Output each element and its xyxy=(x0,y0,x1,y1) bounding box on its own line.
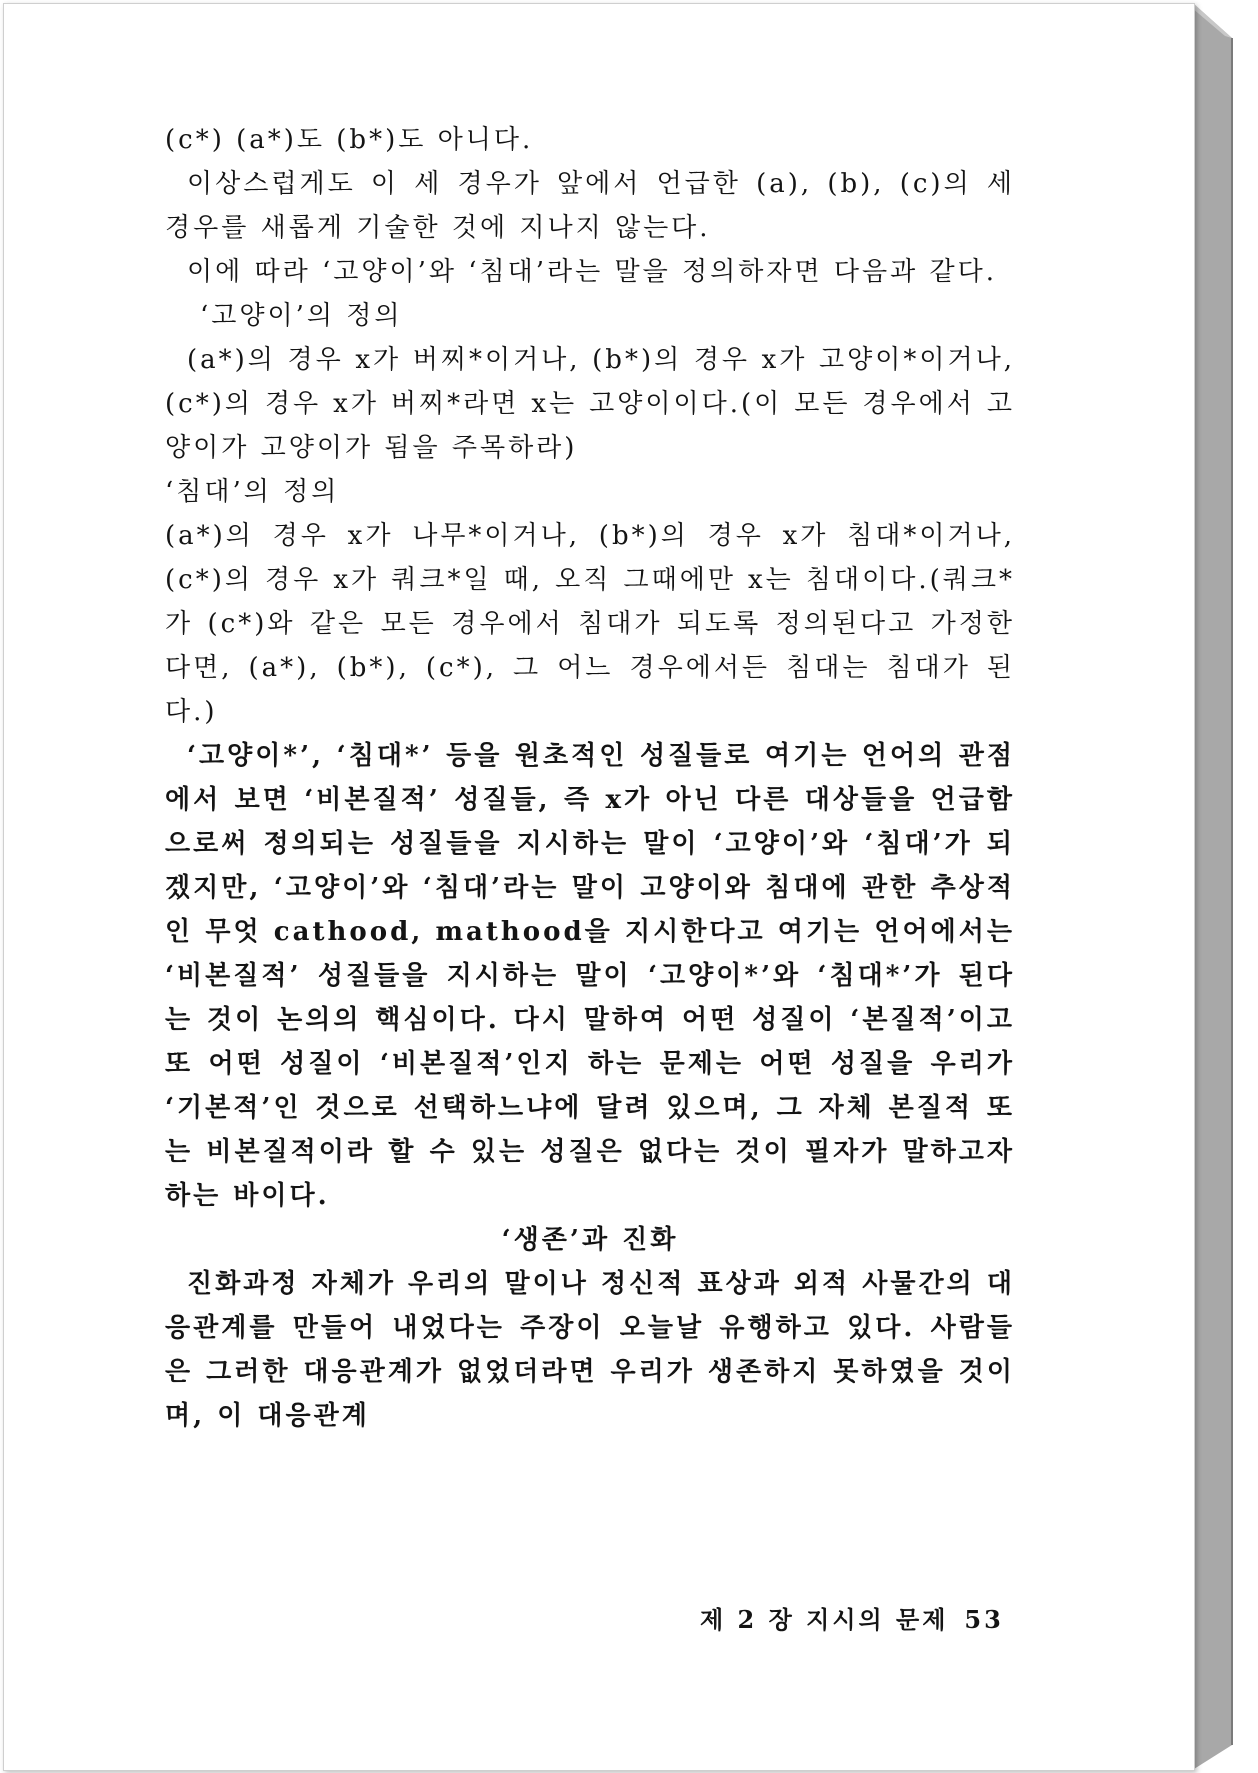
section-title: ‘생존’과 진화 xyxy=(501,1225,679,1255)
footer-chapter: 제 2 장 지시의 문제 xyxy=(700,1605,949,1634)
definition-cat-title: ‘고양이’의 정의 xyxy=(200,301,403,331)
definition-bed-title: ‘침대’의 정의 xyxy=(165,477,340,507)
paragraph-3: 진화과정 자체가 우리의 말이나 정신적 표상과 외적 사물간의 대응관계를 만들어 내었다는 주장이 오늘날 유행하고 있다. 사람들은 그러한 대응관계가 없었더라면 우리가 생존하지 못하였을 것이며, 이 대응관계 xyxy=(165,1269,1015,1431)
paragraph-1a: 이상스럽게도 이 세 경우가 앞에서 언급한 (a), (b), (c)의 세 경우를 새롭게 기술한 것에 지나지 않는다. xyxy=(165,169,1015,243)
page-footer xyxy=(700,1600,1030,1635)
page-number: 53 xyxy=(964,1605,1004,1634)
line-c-star: (c*) (a*)도 (b*)도 아니다. xyxy=(165,125,534,155)
paragraph-2: ‘고양이*’, ‘침대*’ 등을 원초적인 성질들로 여기는 언어의 관점에서 보면 ‘비본질적’ 성질들, 즉 x가 아닌 다른 대상들을 언급함으로써 정의되는 성질들을 지시하는 말이 ‘고양이’와 ‘침대’가 되겠지만, ‘고양이’와 ‘침대’라는 말이 고양이와 침대에 관한 추상적인 무엇 cathood, mathood을 지시한다고 여기는 언어에서는 ‘비본질적’ 성질들을 지시하는 말이 ‘고양이*’와 ‘침대*’가 된다는 것이 논의의 핵심이다. 다시 말하여 어떤 성질이 ‘본질적’이고 또 어떤 성질이 ‘비본질적’인지 하는 문제는 어떤 성질을 우리가 ‘기본적’인 것으로 선택하느냐에 달려 있으며, 그 자체 본질적 또는 비본질적이라 할 수 있는 성질은 없다는 것이 필자가 말하고자 하는 바이다. xyxy=(165,741,1015,1211)
definition-cat-body: (a*)의 경우 x가 버찌*이거나, (b*)의 경우 x가 고양이*이거나, (c*)의 경우 x가 버찌*라면 x는 고양이이다.(이 모든 경우에서 고양이가 고양이가 됨을 주목하라) xyxy=(165,345,1015,463)
page-content xyxy=(165,118,1015,1438)
definition-bed-body: (a*)의 경우 x가 나무*이거나, (b*)의 경우 x가 침대*이거나, (c*)의 경우 x가 쿼크*일 때, 오직 그때에만 x는 침대이다.(쿼크*가 (c*)와 같은 모든 경우에서 침대가 되도록 정의된다고 가정한다면, (a*), (b*), (c*), 그 어느 경우에서든 침대는 침대가 된다.) xyxy=(165,521,1015,727)
paragraph-1b: 이에 따라 ‘고양이’와 ‘침대’라는 말을 정의하자면 다음과 같다. xyxy=(187,257,997,287)
